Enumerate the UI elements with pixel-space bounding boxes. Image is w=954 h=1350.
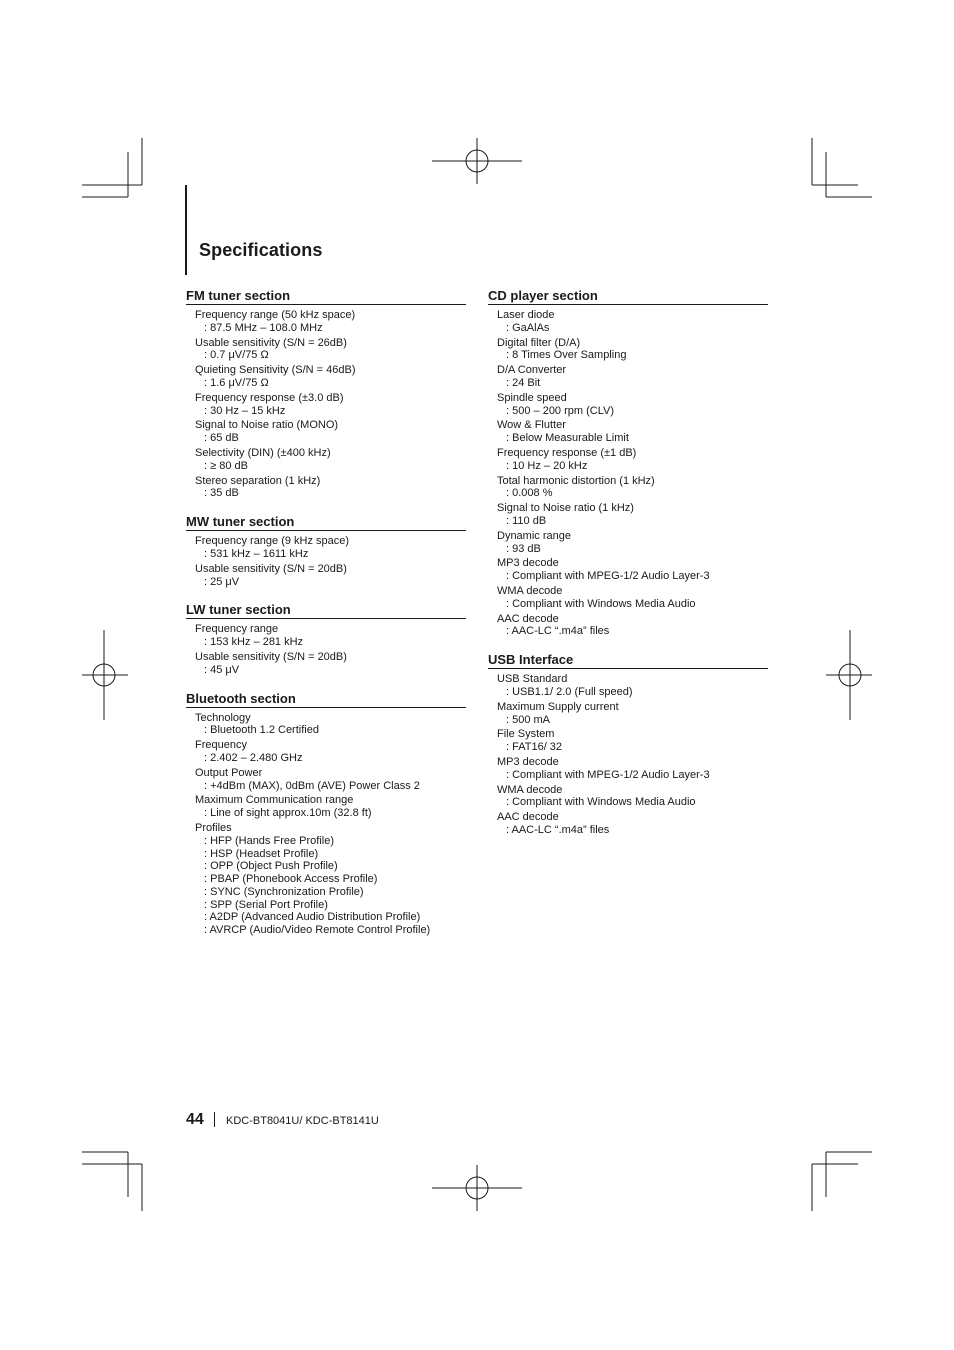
cd-player-section xyxy=(488,288,768,638)
title-side-rule xyxy=(185,185,187,275)
spec-value: : 65 dB xyxy=(204,432,239,445)
spec-label: Frequency range (50 kHz space) xyxy=(195,309,356,321)
section-title: Bluetooth section xyxy=(186,691,466,708)
spec-label: Frequency range (9 kHz space) xyxy=(195,535,350,548)
spec-value: : Line of sight approx.10m (32.8 ft) xyxy=(204,807,372,820)
spec-label: USB Standard xyxy=(497,673,568,686)
spec-value: : 0.008 % xyxy=(506,487,553,500)
spec-label: Maximum Communication range xyxy=(195,794,354,807)
spec-label: MP3 decode xyxy=(497,557,559,570)
spec-item xyxy=(195,767,466,793)
spec-label: Maximum Supply current xyxy=(497,700,619,713)
spec-value: : A2DP (Advanced Audio Distribution Profile) xyxy=(204,911,421,924)
spec-list xyxy=(186,531,466,588)
spec-label: Frequency response (±3.0 dB) xyxy=(195,391,344,404)
bluetooth-section xyxy=(186,691,466,938)
spec-item xyxy=(497,756,768,782)
spec-item xyxy=(497,557,768,583)
spec-value: : Compliant with MPEG-1/2 Audio Layer-3 xyxy=(506,768,710,781)
spec-value: : USB1.1/ 2.0 (Full speed) xyxy=(506,685,633,698)
spec-item xyxy=(497,364,768,390)
spec-label: Total harmonic distortion (1 kHz) xyxy=(497,474,655,487)
spec-item xyxy=(497,392,768,418)
spec-item xyxy=(195,309,466,335)
spec-list xyxy=(186,305,466,500)
spec-label: D/A Converter xyxy=(497,364,567,377)
spec-value: : 153 kHz – 281 kHz xyxy=(204,636,304,649)
spec-label: Usable sensitivity (S/N = 20dB) xyxy=(195,650,347,663)
spec-label: Technology xyxy=(195,711,251,724)
spec-value: : 45 μV xyxy=(204,663,240,676)
spec-value: : 25 μV xyxy=(204,575,240,588)
spec-value: : Compliant with Windows Media Audio xyxy=(506,597,696,610)
fm-tuner-section xyxy=(186,288,466,500)
spec-value: : 35 dB xyxy=(204,487,239,500)
spec-label: Dynamic range xyxy=(497,529,571,542)
spec-list xyxy=(488,305,768,638)
spec-value: : PBAP (Phonebook Access Profile) xyxy=(204,873,378,886)
spec-value: : Bluetooth 1.2 Certified xyxy=(204,724,319,737)
spec-item xyxy=(497,309,768,335)
spec-item xyxy=(195,475,466,501)
spec-value: : 93 dB xyxy=(506,542,541,555)
spec-item xyxy=(497,502,768,528)
spec-label: Wow & Flutter xyxy=(497,419,566,432)
spec-list xyxy=(186,708,466,938)
spec-value: : AVRCP (Audio/Video Remote Control Profile) xyxy=(204,924,431,937)
spec-label: Signal to Noise ratio (MONO) xyxy=(195,419,339,432)
spec-label: Stereo separation (1 kHz) xyxy=(195,474,321,487)
spec-value: : 87.5 MHz – 108.0 MHz xyxy=(204,321,323,334)
spec-label: Laser diode xyxy=(497,309,555,321)
spec-value: : 500 – 200 rpm (CLV) xyxy=(506,404,615,417)
spec-item xyxy=(195,651,466,677)
spec-value: : SPP (Serial Port Profile) xyxy=(204,898,328,911)
right-column xyxy=(488,288,768,851)
crop-mark-bottom-left xyxy=(82,1152,142,1211)
spec-value: : 2.402 – 2.480 GHz xyxy=(204,751,303,764)
spec-value: : +4dBm (MAX), 0dBm (AVE) Power Class 2 xyxy=(204,779,420,792)
model-number: KDC-BT8041U/ KDC-BT8141U xyxy=(226,1115,379,1127)
spec-value: : 24 Bit xyxy=(506,376,541,389)
spec-item xyxy=(195,419,466,445)
spec-item xyxy=(195,337,466,363)
spec-item xyxy=(195,822,466,937)
section-title: MW tuner section xyxy=(186,514,466,531)
spec-item xyxy=(497,811,768,837)
spec-value: : Compliant with Windows Media Audio xyxy=(506,796,696,809)
section-title: FM tuner section xyxy=(186,288,466,305)
spec-list xyxy=(186,619,466,676)
spec-item xyxy=(195,739,466,765)
registration-mark-right xyxy=(826,630,872,720)
page-number: 44 xyxy=(186,1111,204,1128)
spec-value: : OPP (Object Push Profile) xyxy=(204,860,338,873)
spec-item xyxy=(195,712,466,738)
spec-label: Frequency xyxy=(195,739,247,752)
spec-item xyxy=(195,535,466,561)
section-title: USB Interface xyxy=(488,652,768,669)
spec-label: Selectivity (DIN) (±400 kHz) xyxy=(195,446,331,459)
spec-item xyxy=(497,613,768,639)
spec-item xyxy=(195,623,466,649)
spec-label: Output Power xyxy=(195,766,263,779)
spec-label: Quieting Sensitivity (S/N = 46dB) xyxy=(195,364,356,377)
spec-label: Frequency response (±1 dB) xyxy=(497,446,637,459)
spec-value: : 0.7 μV/75 Ω xyxy=(204,349,269,362)
spec-item xyxy=(497,419,768,445)
spec-item xyxy=(497,530,768,556)
registration-mark-bottom xyxy=(432,1165,522,1211)
spec-label: WMA decode xyxy=(497,584,563,597)
spec-item xyxy=(195,392,466,418)
spec-value: : GaAlAs xyxy=(506,321,550,334)
spec-label: AAC decode xyxy=(497,612,559,625)
spec-value: : 110 dB xyxy=(506,514,547,527)
spec-value: : 8 Times Over Sampling xyxy=(506,349,627,362)
spec-item xyxy=(195,364,466,390)
spec-label: File System xyxy=(497,728,555,741)
spec-value: : 30 Hz – 15 kHz xyxy=(204,404,286,417)
spec-label: MP3 decode xyxy=(497,755,559,768)
spec-value: : FAT16/ 32 xyxy=(506,741,563,754)
spec-value: : SYNC (Synchronization Profile) xyxy=(204,885,364,898)
crop-mark-top-right xyxy=(812,138,872,197)
spec-label: Spindle speed xyxy=(497,391,567,404)
footer-divider xyxy=(214,1112,215,1127)
spec-item xyxy=(497,728,768,754)
spec-item xyxy=(195,794,466,820)
spec-value: : ≥ 80 dB xyxy=(204,459,248,472)
spec-item xyxy=(497,337,768,363)
spec-item xyxy=(497,701,768,727)
spec-value: : Below Measurable Limit xyxy=(506,432,629,445)
spec-item xyxy=(195,447,466,473)
spec-value: : 1.6 μV/75 Ω xyxy=(204,376,269,389)
spec-label: Usable sensitivity (S/N = 20dB) xyxy=(195,562,347,575)
page-title: Specifications xyxy=(199,240,323,260)
section-title: LW tuner section xyxy=(186,602,466,619)
spec-label: Profiles xyxy=(195,821,232,834)
spec-label: Digital filter (D/A) xyxy=(497,336,581,349)
spec-value: : HSP (Headset Profile) xyxy=(204,847,319,860)
lw-tuner-section xyxy=(186,602,466,676)
crop-mark-bottom-right xyxy=(812,1152,872,1211)
spec-list xyxy=(488,669,768,837)
spec-item xyxy=(497,585,768,611)
spec-label: Usable sensitivity (S/N = 26dB) xyxy=(195,336,347,349)
spec-value: : AAC-LC “.m4a” files xyxy=(506,823,610,836)
spec-item xyxy=(195,563,466,589)
usb-interface xyxy=(488,652,768,837)
registration-mark-left xyxy=(82,630,128,720)
spec-item xyxy=(497,475,768,501)
spec-item xyxy=(497,447,768,473)
spec-item xyxy=(497,784,768,810)
spec-value: : Compliant with MPEG-1/2 Audio Layer-3 xyxy=(506,570,710,583)
spec-value: : 531 kHz – 1611 kHz xyxy=(204,547,309,560)
mw-tuner-section xyxy=(186,514,466,588)
spec-item xyxy=(497,673,768,699)
spec-label: Frequency range xyxy=(195,623,279,636)
spec-value: : HFP (Hands Free Profile) xyxy=(204,834,335,847)
registration-mark-top xyxy=(432,138,522,184)
crop-mark-top-left xyxy=(82,138,142,197)
spec-label: AAC decode xyxy=(497,811,559,824)
spec-value: : 10 Hz – 20 kHz xyxy=(506,459,588,472)
section-title: CD player section xyxy=(488,288,768,305)
left-column xyxy=(186,288,466,951)
spec-value: : 500 mA xyxy=(506,713,551,726)
spec-value: : AAC-LC “.m4a” files xyxy=(506,625,610,638)
spec-label: WMA decode xyxy=(497,783,563,796)
spec-label: Signal to Noise ratio (1 kHz) xyxy=(497,502,634,515)
